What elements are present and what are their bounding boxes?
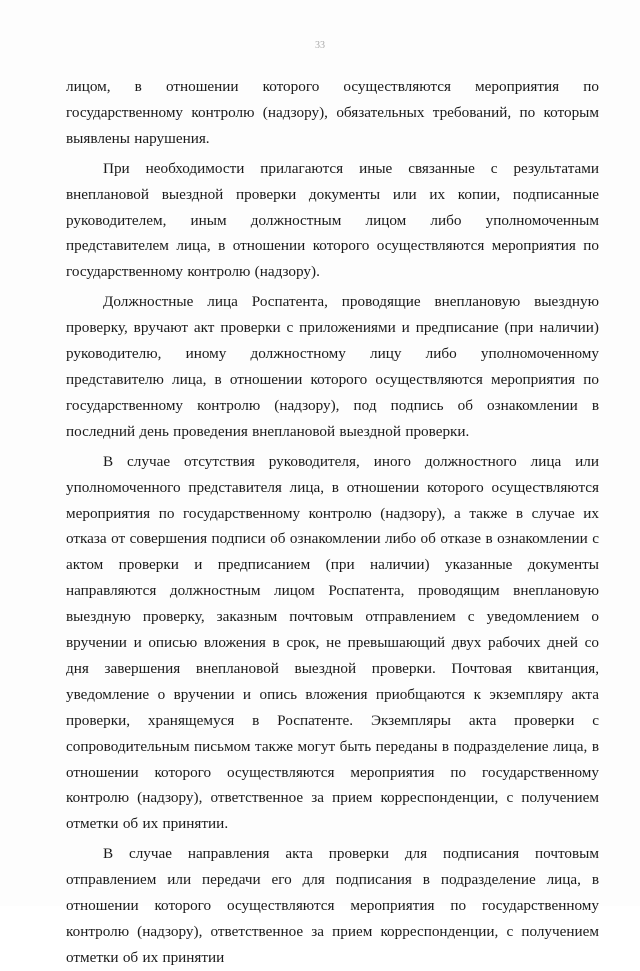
- paragraph-postal-sending: В случае направления акта проверки для подписания почтовым отправлением или передачи его для подписания в подразделение лица, в отношении которого осуществляются мероприятия по государственному контролю (надзору), ответственное за прием корреспонденции, с получением отметки об их принятии: [66, 845, 599, 966]
- paragraph-continuation: лицом, в отношении которого осуществляются мероприятия по государственному контролю (надзору), обязательных требований, по которым выявлены нарушения.: [66, 78, 599, 147]
- page-number: 33: [315, 40, 325, 51]
- paragraph-attached-documents: При необходимости прилагаются иные связанные с результатами внеплановой выездной проверки документы или их копии, подписанные руководителем, иным должностным лицом либо уполномоченным представителем лица, в отношении которого осуществляются мероприятия по государственному контролю (надзору).: [66, 159, 599, 281]
- paragraph-absence-of-head: В случае отсутствия руководителя, иного должностного лица или уполномоченного представителя лица, в отношении которого осуществляются мероприятия по государственному контролю (надзору), а также в случае их отказа от совершения подписи об ознакомлении либо об отказе в ознакомлении с актом проверки и предписанием (при наличии) указанные документы направляются должностным лицом Роспатента, проводящим внеплановую выездную проверку, заказным почтовым отправлением с уведомлением о вручении и описью вложения в срок, не превышающий двух рабочих дней со дня завершения внеплановой выездной проверки. Почтовая квитанция, уведомление о вручении и опись вложения приобщаются к экземпляру акта проверки, хранящемуся в Роспатенте. Экземпляры акта проверки с сопроводительным письмом также могут быть переданы в подразделение лица, в отношении которого осуществляются мероприятия по государственному контролю (надзору), ответственное за прием корреспонденции, с получением отметки об их принятии.: [66, 452, 599, 833]
- document-body: [66, 74, 599, 971]
- paragraph-delivery-of-act: Должностные лица Роспатента, проводящие внеплановую выездную проверку, вручают акт проверки с приложениями и предписание (при наличии) руководителю, иному должностному лицу либо уполномоченному представителю лица, в отношении которого осуществляются мероприятия по государственному контролю (надзору), под подпись об ознакомлении в последний день проведения внеплановой выездной проверки.: [66, 293, 599, 440]
